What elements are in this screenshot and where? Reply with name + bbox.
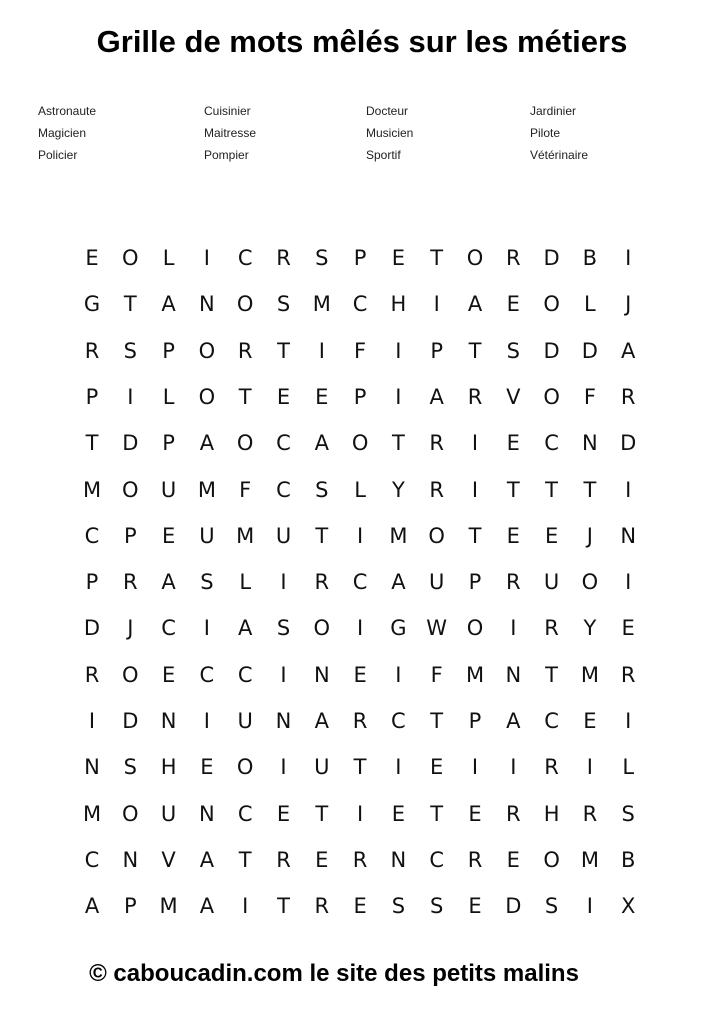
grid-letter: A — [161, 292, 176, 317]
grid-letter: E — [621, 616, 635, 641]
grid-letter: A — [84, 894, 100, 919]
grid-letter: D — [122, 709, 139, 733]
grid-letter: N — [275, 709, 292, 733]
grid-row — [73, 516, 649, 556]
grid-letter: S — [315, 477, 329, 502]
grid-letter: M — [236, 523, 255, 548]
grid-letter: C — [352, 292, 368, 317]
grid-letter: D — [505, 894, 522, 919]
grid-letter: I — [203, 709, 210, 733]
grid-letter: I — [356, 523, 364, 548]
grid-letter: P — [162, 338, 175, 363]
grid-letter: J — [586, 523, 593, 548]
grid-letter: P — [123, 894, 137, 919]
grid-letter: E — [430, 755, 444, 780]
grid-letter: H — [160, 755, 177, 780]
grid-row — [73, 747, 649, 787]
grid-row — [73, 840, 649, 880]
grid-letter: R — [467, 847, 483, 872]
grid-letter: R — [352, 847, 368, 872]
grid-row — [73, 655, 649, 695]
grid-letter: I — [586, 894, 593, 919]
grid-letter: A — [314, 709, 329, 733]
grid-letter: A — [391, 570, 406, 595]
grid-letter: E — [391, 246, 406, 270]
grid-letter: R — [467, 384, 483, 409]
grid-row — [73, 377, 649, 417]
word-list-item: Jardinier — [530, 104, 577, 118]
grid-letter: I — [510, 755, 517, 780]
word-list-item: Pilote — [530, 126, 561, 140]
grid-letter: P — [162, 431, 175, 456]
grid-letter: E — [276, 801, 291, 826]
grid-letter: D — [581, 338, 598, 363]
grid-letter: I — [510, 616, 517, 641]
grid-letter: T — [123, 292, 137, 317]
grid-letter: S — [430, 894, 444, 919]
grid-letter: S — [123, 338, 137, 363]
grid-letter: R — [314, 570, 330, 595]
grid-letter: I — [242, 894, 249, 919]
grid-letter: R — [620, 384, 636, 409]
grid-letter: S — [276, 616, 291, 641]
grid-letter: M — [82, 801, 102, 826]
grid-letter: E — [315, 384, 329, 409]
grid-letter: F — [354, 338, 367, 363]
grid-letter: L — [354, 477, 366, 502]
grid-letter: R — [544, 616, 559, 641]
grid-letter: R — [429, 431, 444, 456]
grid-row — [73, 886, 649, 926]
grid-letter: M — [312, 292, 331, 317]
grid-letter: B — [620, 847, 636, 872]
grid-letter: I — [625, 246, 632, 270]
grid-letter: X — [620, 894, 636, 919]
grid-letter: G — [390, 616, 407, 641]
grid-letter: E — [85, 246, 99, 270]
grid-letter: N — [160, 709, 177, 733]
grid-row — [73, 701, 649, 741]
grid-letter: T — [468, 523, 482, 548]
grid-letter: S — [200, 570, 214, 595]
grid-letter: T — [430, 246, 444, 270]
grid-letter: N — [620, 523, 637, 548]
grid-letter: I — [203, 246, 210, 270]
grid-letter: Y — [583, 616, 597, 641]
grid-letter: C — [237, 801, 253, 826]
letter-grid — [73, 238, 649, 928]
grid-letter: M — [159, 894, 178, 919]
grid-letter: C — [544, 431, 559, 456]
grid-letter: R — [314, 894, 330, 919]
grid-letter: A — [199, 894, 215, 919]
grid-letter: S — [276, 292, 291, 317]
grid-letter: T — [277, 894, 290, 919]
grid-letter: T — [506, 477, 520, 502]
word-list-column — [366, 100, 526, 166]
grid-letter: M — [197, 477, 216, 502]
grid-letter: I — [625, 570, 632, 595]
grid-letter: O — [543, 292, 560, 317]
grid-letter: A — [161, 570, 176, 595]
grid-letter: T — [315, 523, 329, 548]
grid-letter: O — [198, 384, 216, 409]
grid-letter: I — [471, 755, 479, 780]
grid-row — [73, 284, 649, 324]
grid-letter: L — [239, 570, 252, 595]
grid-letter: U — [543, 570, 560, 595]
grid-letter: N — [199, 801, 215, 826]
grid-letter: N — [582, 431, 598, 456]
grid-letter: N — [199, 292, 215, 317]
grid-letter: I — [395, 384, 402, 409]
grid-letter: P — [353, 246, 367, 270]
grid-letter: N — [122, 847, 139, 872]
grid-letter: R — [123, 570, 138, 595]
grid-letter: I — [625, 709, 632, 733]
grid-letter: E — [506, 847, 520, 872]
grid-letter: M — [389, 523, 408, 548]
grid-letter: O — [313, 616, 331, 641]
grid-letter: C — [237, 246, 253, 270]
grid-letter: O — [466, 616, 484, 641]
grid-letter: R — [237, 338, 253, 363]
grid-letter: V — [161, 847, 176, 872]
grid-letter: O — [122, 662, 139, 687]
grid-letter: C — [199, 662, 215, 687]
grid-letter: T — [583, 477, 597, 502]
grid-letter: R — [84, 662, 100, 687]
grid-letter: T — [353, 755, 367, 780]
word-list-item: Cuisinier — [204, 104, 251, 118]
grid-letter: R — [506, 570, 521, 595]
grid-letter: E — [391, 801, 406, 826]
grid-letter: M — [465, 662, 485, 687]
word-list-item: Sportif — [366, 148, 401, 162]
grid-letter: T — [545, 477, 558, 502]
grid-letter: I — [395, 755, 402, 780]
grid-letter: I — [356, 616, 364, 641]
grid-letter: L — [162, 384, 175, 409]
grid-row — [73, 608, 649, 648]
grid-letter: V — [506, 384, 521, 409]
grid-letter: O — [236, 755, 254, 780]
grid-letter: R — [429, 477, 444, 502]
grid-letter: E — [161, 662, 176, 687]
word-list — [38, 100, 698, 166]
grid-letter: P — [85, 384, 99, 409]
grid-letter: I — [433, 292, 440, 317]
grid-letter: M — [580, 847, 599, 872]
grid-letter: A — [199, 847, 215, 872]
grid-letter: F — [239, 477, 252, 502]
grid-letter: O — [122, 477, 139, 502]
grid-letter: E — [544, 523, 559, 548]
grid-letter: L — [622, 755, 635, 780]
grid-row — [73, 331, 649, 371]
grid-letter: E — [200, 755, 214, 780]
grid-letter: A — [314, 431, 329, 456]
grid-letter: A — [467, 292, 483, 317]
grid-letter: N — [390, 847, 407, 872]
grid-letter: O — [236, 292, 254, 317]
grid-letter: E — [468, 894, 482, 919]
grid-letter: F — [430, 662, 443, 687]
grid-letter: U — [237, 709, 253, 733]
grid-letter: R — [506, 246, 521, 270]
grid-letter: O — [466, 246, 484, 270]
grid-letter: O — [236, 431, 254, 456]
word-list-item: Policier — [38, 148, 78, 162]
grid-letter: L — [584, 292, 596, 317]
grid-letter: E — [506, 431, 520, 456]
grid-letter: M — [82, 477, 102, 502]
grid-letter: I — [280, 570, 287, 595]
grid-letter: C — [276, 477, 291, 502]
word-list-item: Vétérinaire — [530, 148, 589, 162]
grid-row — [73, 423, 649, 463]
grid-letter: U — [275, 523, 292, 548]
grid-letter: S — [544, 894, 559, 919]
word-list-column — [530, 100, 690, 166]
grid-letter: E — [468, 801, 482, 826]
grid-letter: U — [314, 755, 330, 780]
grid-letter: T — [430, 709, 444, 733]
grid-letter: S — [621, 801, 635, 826]
grid-letter: H — [543, 801, 560, 826]
grid-letter: S — [315, 246, 329, 270]
grid-letter: U — [160, 477, 177, 502]
grid-letter: I — [203, 616, 210, 641]
grid-letter: C — [84, 523, 100, 548]
grid-letter: E — [353, 662, 367, 687]
grid-row — [73, 470, 649, 510]
grid-letter: T — [430, 801, 444, 826]
grid-letter: P — [468, 570, 482, 595]
grid-letter: D — [620, 431, 637, 456]
grid-row — [73, 794, 649, 834]
grid-letter: S — [123, 755, 137, 780]
grid-letter: W — [426, 616, 448, 641]
grid-letter: C — [276, 431, 291, 456]
grid-letter: O — [543, 847, 560, 872]
grid-letter: P — [468, 709, 482, 733]
grid-letter: U — [199, 523, 215, 548]
grid-letter: R — [276, 246, 291, 270]
grid-letter: Y — [391, 477, 405, 502]
grid-letter: T — [238, 384, 252, 409]
grid-letter: T — [315, 801, 329, 826]
footer-credit: © caboucadin.com le site des petits malins — [89, 960, 579, 987]
grid-letter: C — [161, 616, 176, 641]
grid-letter: I — [356, 801, 364, 826]
grid-letter: I — [88, 709, 96, 733]
grid-letter: O — [351, 431, 369, 456]
grid-letter: D — [83, 616, 101, 641]
grid-letter: E — [506, 523, 520, 548]
grid-letter: C — [352, 570, 368, 595]
grid-letter: R — [620, 662, 636, 687]
grid-letter: P — [430, 338, 444, 363]
word-list-item: Magicien — [38, 126, 87, 140]
grid-row — [73, 562, 649, 602]
grid-letter: T — [85, 431, 99, 456]
grid-letter: U — [429, 570, 445, 595]
grid-letter: D — [543, 246, 560, 270]
grid-letter: I — [625, 477, 632, 502]
word-list-column — [204, 100, 364, 166]
grid-letter: C — [237, 662, 253, 687]
grid-letter: C — [544, 709, 559, 733]
grid-letter: B — [582, 246, 598, 270]
grid-letter: L — [162, 246, 175, 270]
grid-letter: N — [84, 755, 100, 780]
grid-letter: R — [506, 801, 521, 826]
grid-letter: C — [391, 709, 406, 733]
grid-letter: T — [545, 662, 558, 687]
grid-letter: C — [84, 847, 100, 872]
grid-letter: I — [127, 384, 134, 409]
word-list-item: Maitresse — [204, 126, 257, 140]
grid-letter: O — [543, 384, 560, 409]
word-list-item: Pompier — [204, 148, 249, 162]
grid-letter: R — [352, 709, 368, 733]
grid-letter: A — [238, 616, 253, 641]
grid-letter: N — [313, 662, 330, 687]
grid-letter: E — [315, 847, 329, 872]
grid-letter: O — [198, 338, 216, 363]
grid-letter: C — [429, 847, 445, 872]
grid-letter: T — [277, 338, 290, 363]
grid-letter: T — [238, 847, 252, 872]
grid-letter: A — [621, 338, 636, 363]
grid-letter: P — [85, 570, 99, 595]
grid-letter: I — [395, 662, 402, 687]
grid-letter: I — [471, 477, 479, 502]
grid-letter: E — [161, 523, 176, 548]
grid-letter: F — [583, 384, 596, 409]
grid-letter: R — [582, 801, 598, 826]
grid-letter: E — [276, 384, 291, 409]
grid-letter: A — [506, 709, 521, 733]
page-title: Grille de mots mêlés sur les métiers — [96, 24, 628, 59]
grid-letter: O — [428, 523, 445, 548]
word-list-column — [38, 100, 198, 166]
grid-letter: O — [122, 801, 139, 826]
grid-letter: O — [122, 246, 139, 270]
grid-letter: J — [625, 292, 632, 317]
grid-letter: D — [543, 338, 560, 363]
grid-letter: A — [429, 384, 444, 409]
grid-letter: I — [318, 338, 325, 363]
grid-letter: I — [280, 662, 287, 687]
grid-letter: I — [471, 431, 479, 456]
grid-letter: E — [583, 709, 597, 733]
grid-letter: O — [581, 570, 599, 595]
grid-letter: R — [84, 338, 100, 363]
grid-letter: T — [468, 338, 482, 363]
grid-letter: T — [391, 431, 405, 456]
grid-letter: H — [390, 292, 407, 317]
grid-letter: P — [123, 523, 137, 548]
grid-letter: I — [280, 755, 287, 780]
word-list-item: Musicien — [366, 126, 414, 140]
grid-letter: N — [505, 662, 522, 687]
grid-letter: M — [580, 662, 599, 687]
grid-letter: G — [83, 292, 101, 317]
word-list-item: Astronaute — [38, 104, 97, 118]
grid-letter: J — [127, 616, 134, 641]
grid-letter: S — [506, 338, 520, 363]
grid-row — [73, 238, 649, 278]
grid-letter: E — [506, 292, 520, 317]
grid-letter: U — [160, 801, 177, 826]
grid-letter: E — [353, 894, 367, 919]
grid-letter: S — [391, 894, 406, 919]
grid-letter: D — [122, 431, 139, 456]
word-list-item: Docteur — [366, 104, 409, 118]
grid-letter: P — [353, 384, 367, 409]
grid-letter: A — [199, 431, 215, 456]
grid-letter: I — [586, 755, 593, 780]
grid-letter: R — [276, 847, 291, 872]
grid-letter: I — [395, 338, 402, 363]
grid-letter: R — [544, 755, 559, 780]
